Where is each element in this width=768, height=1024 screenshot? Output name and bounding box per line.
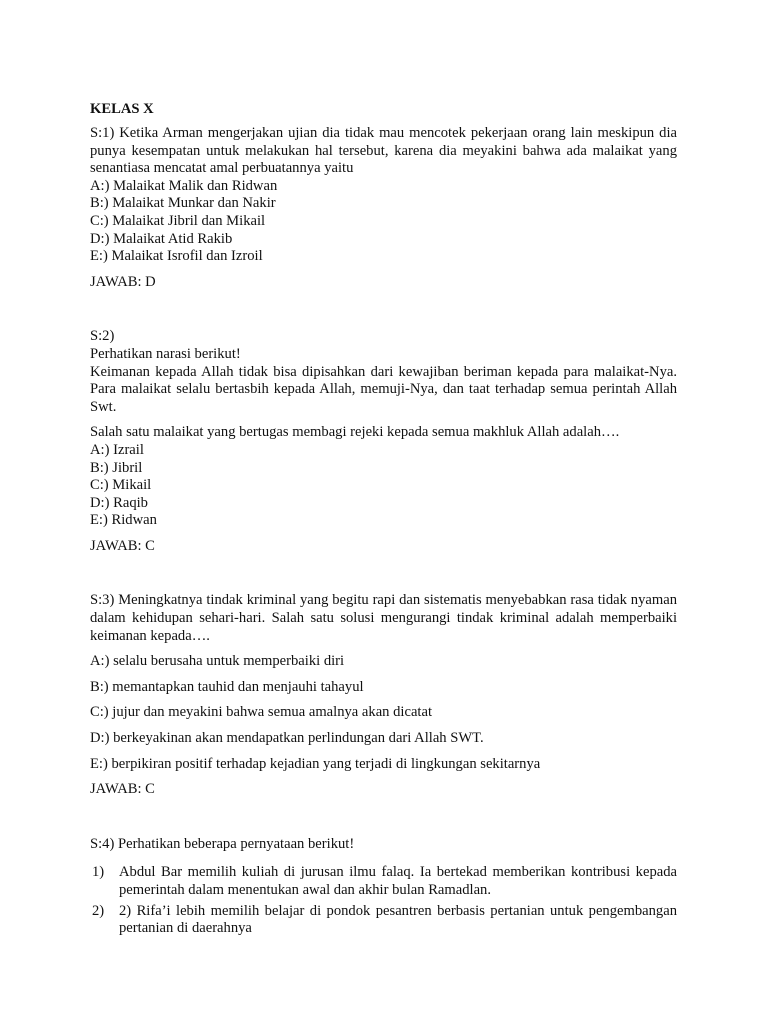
question-1-option-e: E:) Malaikat Isrofil dan Izroil — [90, 248, 263, 265]
document-content — [90, 99, 677, 938]
statement-item — [90, 903, 677, 938]
question-3-option-c: C:) jujur dan meyakini bahwa semua amalnya akan dicatat — [90, 704, 433, 721]
question-4-text: S:4) Perhatikan beberapa pernyataan berikut! — [90, 835, 355, 852]
question-2-narrative: Keimanan kepada Allah tidak bisa dipisahkan dari kewajiban beriman kepada para malaikat-Nya. Para malaikat selalu bertasbih kepada Allah, memuji-Nya, dan taat terhadap semua perintah Allah Swt. — [90, 363, 677, 415]
question-1-text: S:1) Ketika Arman mengerjakan ujian dia tidak mau mencotek pekerjaan orang lain meskipun dia punya kesempatan untuk melakukan hal tersebut, karena dia meyakini bahwa ada malaikat yang senantiasa mencatat amal perbuatannya yaitu — [90, 125, 677, 177]
page-title: KELAS X — [90, 101, 154, 117]
question-1-answer: JAWAB: D — [90, 273, 156, 290]
question-2-option-e: E:) Ridwan — [90, 512, 157, 529]
question-3-option-a: A:) selalu berusaha untuk memperbaiki diri — [90, 653, 345, 670]
statement-text: 2) Rifa’i lebih memilih belajar di pondok pesantren berbasis pertanian untuk pengembangan pertanian di daerahnya — [119, 902, 677, 937]
question-1 — [90, 125, 677, 291]
question-3-text: S:3) Meningkatnya tindak kriminal yang begitu rapi dan sistematis menyebabkan rasa tidak nyaman dalam kehidupan sehari-hari. Salah satu solusi mengurangi tindak kriminal adalah memperbaiki keimanan kepada…. — [90, 592, 677, 644]
question-1-option-b: B:) Malaikat Munkar dan Nakir — [90, 195, 276, 212]
question-2-answer: JAWAB: C — [90, 537, 155, 554]
statement-item — [90, 864, 677, 899]
question-3-option-e: E:) berpikiran positif terhadap kejadian yang terjadi di lingkungan sekitarnya — [90, 755, 541, 772]
question-3-option-d: D:) berkeyakinan akan mendapatkan perlindungan dari Allah SWT. — [90, 730, 484, 747]
question-1-option-c: C:) Malaikat Jibril dan Mikail — [90, 212, 266, 229]
question-2-number: S:2) — [90, 328, 115, 345]
question-2-text: Salah satu malaikat yang bertugas membagi rejeki kepada semua makhluk Allah adalah…. — [90, 424, 620, 441]
question-1-option-d: D:) Malaikat Atid Rakib — [90, 230, 233, 247]
question-2-option-c: C:) Mikail — [90, 477, 152, 494]
question-3 — [90, 592, 677, 798]
question-2-intro: Perhatikan narasi berikut! — [90, 345, 241, 362]
question-3-answer: JAWAB: C — [90, 781, 155, 798]
question-2-option-b: B:) Jibril — [90, 459, 143, 476]
statement-text: Abdul Bar memilih kuliah di jurusan ilmu falaq. Ia bertekad memberikan kontribusi kepada pemerintah dalam menentukan awal dan akhir bulan Ramadlan. — [119, 864, 677, 898]
question-3-option-b: B:) memantapkan tauhid dan menjauhi tahayul — [90, 678, 364, 695]
statement-number: 1) — [92, 864, 105, 881]
statement-number: 2) — [92, 902, 105, 919]
question-2-option-d: D:) Raqib — [90, 494, 148, 511]
question-2-option-a: A:) Izrail — [90, 441, 144, 458]
question-4 — [90, 836, 677, 938]
question-1-option-a: A:) Malaikat Malik dan Ridwan — [90, 177, 278, 194]
statement-list — [90, 864, 677, 937]
question-2 — [90, 328, 677, 555]
